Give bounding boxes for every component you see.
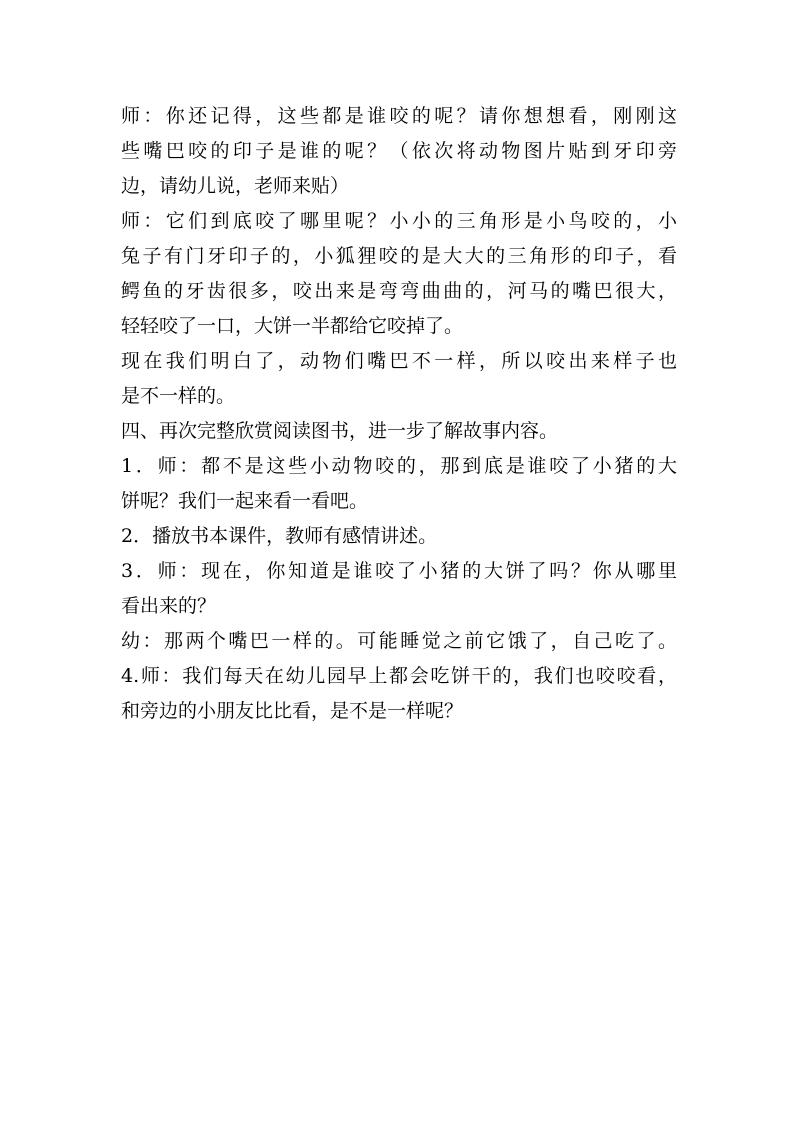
- text-line: 3．师：现在，你知道是谁咬了小猪的大饼了吗？你从哪里: [121, 560, 677, 582]
- text-line: 饼呢？我们一起来看一看吧。: [121, 490, 369, 512]
- text-line: 师：它们到底咬了哪里呢？小小的三角形是小鸟咬的，小: [121, 210, 677, 232]
- text-line: 现在我们明白了，动物们嘴巴不一样，所以咬出来样子也: [121, 350, 677, 372]
- text-line: 轻轻咬了一口，大饼一半都给它咬掉了。: [121, 315, 464, 337]
- document-body: [121, 99, 677, 729]
- text-line: 2．播放书本课件，教师有感情讲述。: [121, 525, 438, 547]
- text-line: 师：你还记得，这些都是谁咬的呢？请你想想看，刚刚这: [121, 105, 677, 127]
- text-line: 是不一样的。: [121, 385, 236, 407]
- section-heading: 四、再次完整欣赏阅读图书，进一步了解故事内容。: [121, 420, 559, 442]
- text-line: 1．师：都不是这些小动物咬的，那到底是谁咬了小猪的大: [121, 455, 677, 477]
- text-line: 兔子有门牙印子的，小狐狸咬的是大大的三角形的印子，看: [121, 245, 677, 267]
- text-line: 和旁边的小朋友比比看，是不是一样呢？: [121, 700, 464, 722]
- text-line: 鳄鱼的牙齿很多，咬出来是弯弯曲曲的，河马的嘴巴很大，: [121, 280, 677, 302]
- text-line: 边，请幼儿说，老师来贴）: [121, 175, 350, 197]
- text-line: 些嘴巴咬的印子是谁的呢？（依次将动物图片贴到牙印旁: [121, 140, 677, 162]
- text-line: 4.师：我们每天在幼儿园早上都会吃饼干的，我们也咬咬看，: [121, 665, 677, 687]
- text-line: 幼：那两个嘴巴一样的。可能睡觉之前它饿了，自己吃了。: [121, 630, 677, 652]
- text-line: 看出来的？: [121, 595, 217, 617]
